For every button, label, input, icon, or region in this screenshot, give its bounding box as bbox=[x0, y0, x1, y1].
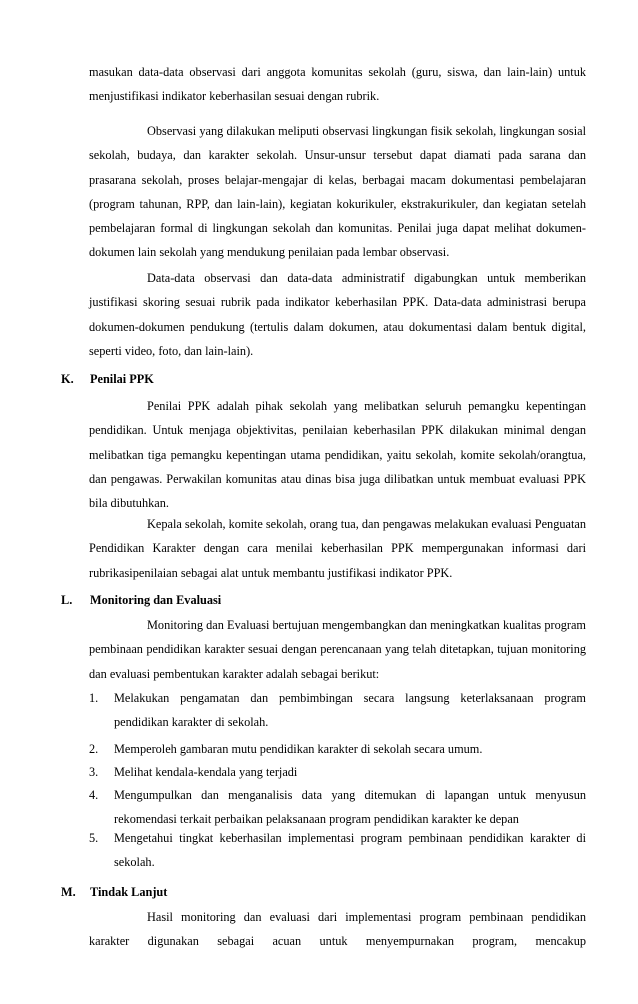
list-number: 3. bbox=[89, 765, 99, 779]
section-heading-m bbox=[61, 882, 167, 902]
list-number: 5. bbox=[89, 831, 99, 845]
paragraph-monitoring-tujuan: Monitoring dan Evaluasi bertujuan mengembangkan dan meningkatkan kualitas program pembinaan pendidikan karakter sesuai dengan perencanaan yang telah ditetapkan, tujuan monitoring dan evaluasi pembentukan karakter adalah sebagai berikut: bbox=[89, 618, 586, 681]
section-title: Tindak Lanjut bbox=[90, 885, 168, 899]
section-letter: M. bbox=[61, 885, 76, 899]
list-text: Memperoleh gambaran mutu pendidikan karakter di sekolah secara umum. bbox=[114, 742, 483, 756]
list-text: Melihat kendala-kendala yang terjadi bbox=[114, 765, 298, 779]
section-title: Monitoring dan Evaluasi bbox=[90, 593, 222, 607]
paragraph-evaluasi-ppk: Kepala sekolah, komite sekolah, orang tua, dan pengawas melakukan evaluasi Penguatan Pendidikan Karakter dengan cara menilai keberhasilan PPK mempergunakan informasi dari rubrikasipenilaian sebagai alat untuk membantu justifikasi indikator PPK. bbox=[89, 517, 586, 580]
section-letter: K. bbox=[61, 372, 74, 386]
paragraph-tindak-lanjut: Hasil monitoring dan evaluasi dari implementasi program pembinaan pendidikan karakter digunakan sebagai acuan untuk menyempurnakan program, mencakup bbox=[89, 910, 586, 949]
list-text: Mengetahui tingkat keberhasilan implementasi program pembinaan pendidikan karakter di sekolah. bbox=[114, 831, 586, 870]
list-text: Melakukan pengamatan dan pembimbingan secara langsung keterlaksanaan program pendidikan karakter di sekolah. bbox=[114, 691, 586, 730]
paragraph-data-administratif: Data-data observasi dan data-data administratif digabungkan untuk memberikan justifikasi skoring sesuai rubrik pada indikator keberhasilan PPK. Data-data administrasi berupa dokumen-dokumen pendukung (tertulis dalam dokumen, atau dokumentasi dalam bentuk digital, seperti video, foto, dan lain-lain). bbox=[89, 271, 586, 358]
list-item bbox=[89, 737, 586, 761]
list-number: 1. bbox=[89, 691, 99, 705]
list-number: 2. bbox=[89, 742, 99, 756]
paragraph-observasi-masukan: masukan data-data observasi dari anggota komunitas sekolah (guru, siswa, dan lain-lain) untuk menjustifikasi indikator keberhasilan sesuai dengan rubrik. bbox=[89, 65, 586, 104]
list-text: Mengumpulkan dan menganalisis data yang ditemukan di lapangan untuk menyusun rekomendasi terkait perbaikan pelaksanaan program pendidikan karakter ke depan bbox=[114, 788, 586, 827]
list-item bbox=[89, 760, 586, 784]
section-title: Penilai PPK bbox=[90, 372, 154, 386]
paragraph-penilai-ppk: Penilai PPK adalah pihak sekolah yang melibatkan seluruh pemangku kepentingan pendidikan. Untuk menjaga objektivitas, penilaian keberhasilan PPK dilakukan minimal dengan melibatkan tiga pemangku kepentingan utama pendidikan, yaitu sekolah, komite sekolah/orangtua, dan pengawas. Perwakilan komunitas atau dinas bisa juga dilibatkan untuk membuat evaluasi PPK bila dibutuhkan. bbox=[89, 399, 586, 511]
section-heading-l bbox=[61, 590, 221, 610]
list-item bbox=[89, 686, 586, 735]
list-item bbox=[89, 826, 586, 875]
paragraph-observasi-lingkup: Observasi yang dilakukan meliputi observasi lingkungan fisik sekolah, lingkungan sosial sekolah, budaya, dan karakter sekolah. Unsur-unsur tersebut dapat diamati pada sarana dan prasarana sekolah, proses belajar-mengajar di kelas, berbagai macam dokumentasi pembelajaran (program tahunan, RPP, dan lain-lain), kegiatan kokurikuler, ekstrakurikuler, dan kegiatan setelah pembelajaran formal di lingkungan sekolah dan komunitas. Penilai juga dapat melihat dokumen-dokumen lain sekolah yang mendukung penilaian pada lembar observasi. bbox=[89, 124, 586, 260]
section-heading-k bbox=[61, 369, 154, 389]
section-letter: L. bbox=[61, 593, 73, 607]
list-number: 4. bbox=[89, 788, 99, 802]
list-item bbox=[89, 783, 586, 832]
